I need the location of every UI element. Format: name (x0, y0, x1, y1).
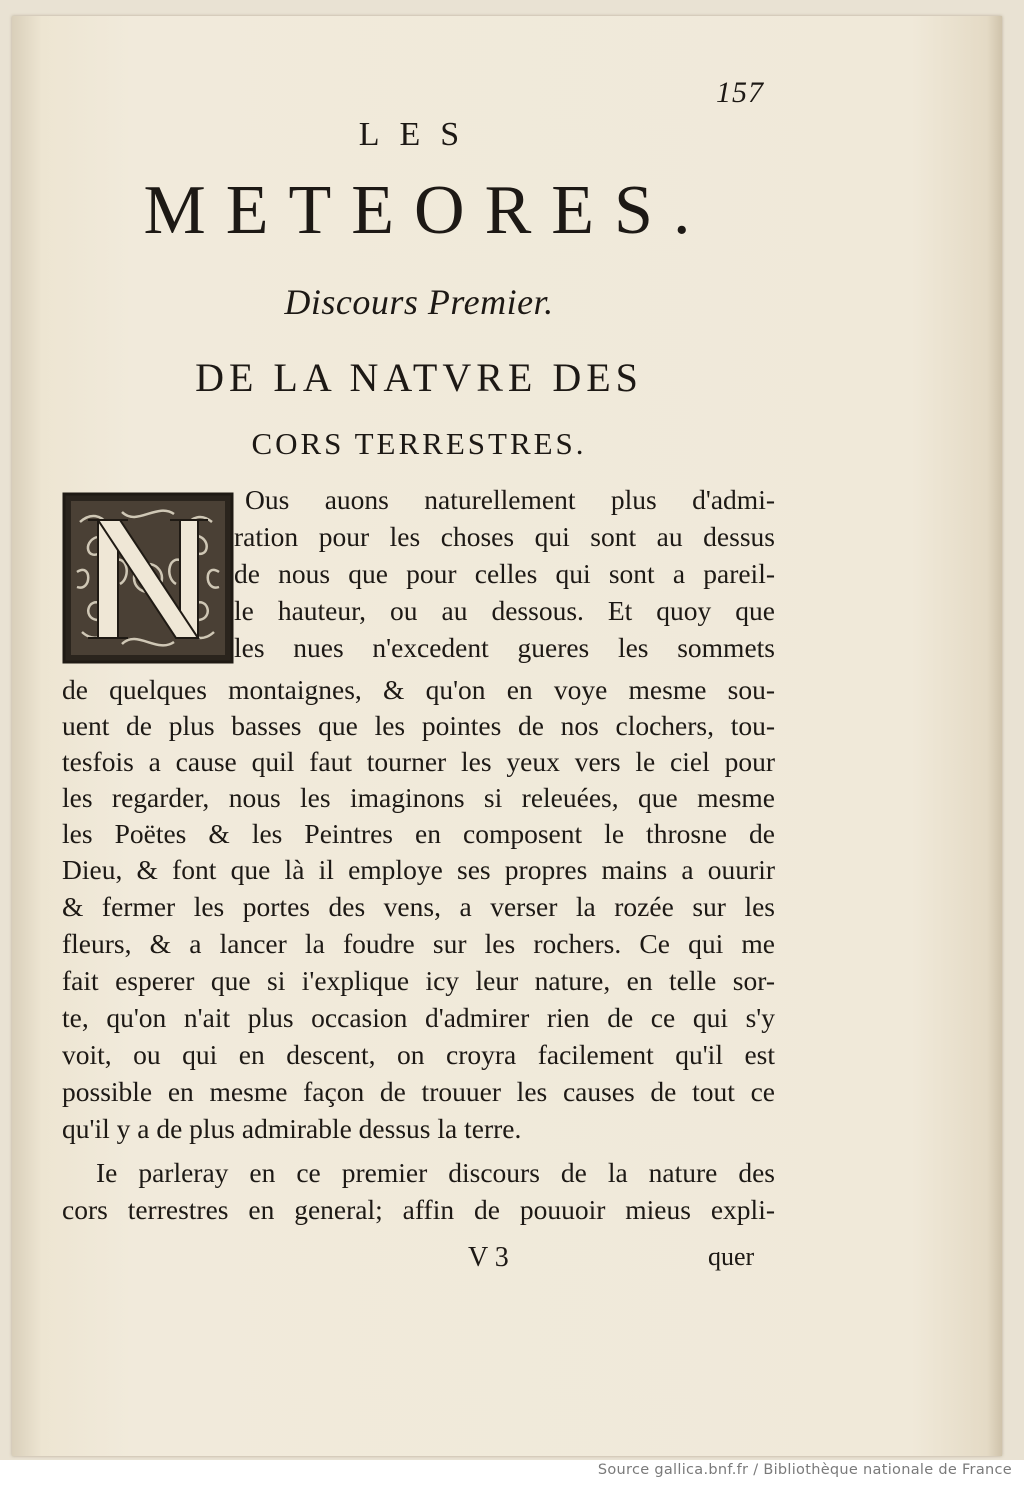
body-line: Dieu, & font que là il employe ses propres mains a ouurir (62, 854, 775, 885)
body-line: les Poëtes & les Peintres en composent le throsne de (62, 818, 775, 849)
title-large: METEORES. (143, 172, 711, 249)
body-line: uent de plus basses que les pointes de nos clochers, tou- (62, 710, 775, 741)
body-line: les nues n'excedent gueres les sommets (234, 632, 775, 663)
catchword: quer (708, 1242, 755, 1271)
body-line: fleurs, & a lancer la foudre sur les rochers. Ce qui me (62, 928, 775, 959)
subtitle: Discours Premier. (284, 282, 554, 322)
body-line: les regarder, nous les imaginons si releuées, que mesme (62, 782, 775, 813)
body-line: Ie parleray en ce premier discours de la nature des (96, 1157, 775, 1188)
body-line: cors terrestres en general; affin de pouuoir mieus expli- (62, 1194, 775, 1225)
body-line: qu'il y a de plus admirable dessus la terre. (62, 1113, 522, 1144)
body-line: de quelques montaignes, & qu'on en voye mesme sou- (62, 674, 775, 705)
body-line: tesfois a cause quil faut tourner les yeux vers le ciel pour (62, 746, 775, 777)
body-line: possible en mesme façon de trouuer les causes de tout ce (62, 1076, 775, 1107)
page-number: 157 (716, 76, 764, 109)
book-page (12, 16, 1002, 1456)
body-line: Ous auons naturellement plus d'admi- (245, 484, 775, 515)
drop-cap-ornament (62, 492, 234, 664)
body-line: fait esperer que si i'explique icy leur nature, en telle sor- (62, 965, 775, 996)
body-line: ration pour les choses qui sont au dessus (234, 521, 775, 552)
body-line: voit, ou qui en descent, on croyra facilement qu'il est (62, 1039, 775, 1070)
source-credit: Source gallica.bnf.fr / Bibliothèque nationale de France (597, 1462, 1012, 1478)
body-line: de nous que pour celles qui sont a pareil- (234, 558, 775, 589)
title-small: LES (358, 116, 480, 153)
chapter-heading-line2: CORS TERRESTRES. (251, 426, 587, 461)
chapter-heading-line1: DE LA NATVRE DES (195, 355, 643, 400)
signature-mark: V 3 (468, 1242, 509, 1273)
body-line: & fermer les portes des vens, a verser la rozée sur les (62, 891, 775, 922)
body-line: le hauteur, ou au dessous. Et quoy que (234, 595, 775, 626)
body-line: te, qu'on n'ait plus occasion d'admirer rien de ce qui s'y (62, 1002, 775, 1033)
